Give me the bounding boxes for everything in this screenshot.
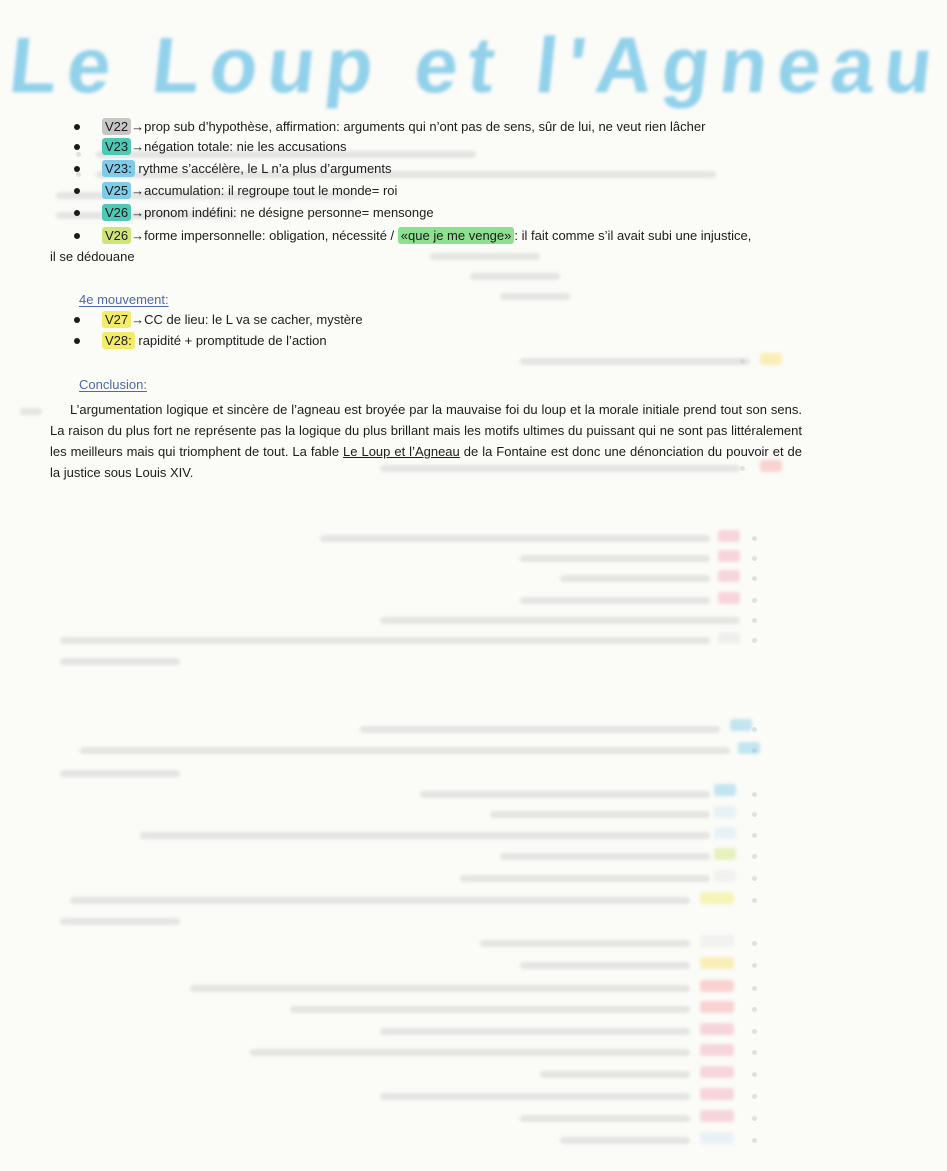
arrow: →	[131, 205, 145, 220]
bullet-dot	[74, 317, 80, 323]
verse-tag: V28:	[102, 332, 135, 349]
arrow: →	[131, 119, 145, 134]
fable-title: Le Loup et l’Agneau	[343, 444, 460, 459]
verse-tag: V26	[102, 204, 131, 221]
section-heading-conclusion: Conclusion:	[79, 377, 147, 392]
verse-tag: V23	[102, 138, 131, 155]
conclusion-paragraph	[50, 399, 802, 483]
item-text: rythme s’accélère, le L n’a plus d’arguments	[138, 161, 392, 176]
item-text: négation totale: nie les accusations	[144, 139, 347, 154]
bullet-dot	[74, 144, 80, 150]
verse-tag: V22	[102, 118, 131, 135]
list-item	[102, 204, 434, 222]
bullet-dot	[74, 166, 80, 172]
page-title: Le Loup et l'Agneau	[5, 21, 947, 109]
list-item	[102, 332, 327, 350]
verse-tag: V26	[102, 227, 131, 244]
arrow: →	[131, 183, 145, 198]
list-item	[102, 227, 751, 245]
arrow: →	[131, 312, 145, 327]
bullet-dot	[74, 210, 80, 216]
list-item	[102, 138, 347, 156]
list-item	[102, 311, 363, 329]
arrow: →	[131, 139, 145, 154]
item-text: forme impersonnelle: obligation, nécessité /	[144, 228, 398, 243]
item-text: rapidité + promptitude de l’action	[138, 333, 327, 348]
bullet-dot	[74, 124, 80, 130]
verse-tag: V27	[102, 311, 131, 328]
item-text: CC de lieu: le L va se cacher, mystère	[144, 312, 363, 327]
list-item	[102, 182, 397, 200]
item-text-after: : il fait comme s’il avait subi une injustice,	[514, 228, 752, 243]
conclusion-text-before: L’argumentation logique et sincère de l’agneau est broyée par la mauvaise foi du loup et la morale initiale prend tout son sens. La raison du plus fort ne représente pas la logique du plus brillant mais les motifs ultimes du puissant qui ne sont pas littéralement les meilleurs mais qui triomphent de tout. La fable	[50, 402, 802, 459]
verse-tag: V25	[102, 182, 131, 199]
item-text: accumulation: il regroupe tout le monde= roi	[144, 183, 398, 198]
arrow: →	[131, 228, 145, 243]
bullet-dot	[74, 338, 80, 344]
list-item	[102, 118, 705, 136]
conclusion-text-after: de la Fontaine est donc une dénonciation du pouvoir et de la justice sous Louis XIV.	[50, 444, 803, 480]
item-continuation: il se dédouane	[50, 249, 135, 264]
item-text: prop sub d’hypothèse, affirmation: arguments qui n’ont pas de sens, sûr de lui, ne veut rien lâcher	[144, 119, 706, 134]
verse-tag: V23:	[102, 160, 135, 177]
bullet-dot	[74, 188, 80, 194]
quote-highlight: «que je me venge»	[398, 227, 515, 244]
list-item	[102, 160, 392, 178]
section-heading-4e-mouvement: 4e mouvement:	[79, 292, 169, 307]
item-text: pronom indéfini: ne désigne personne= mensonge	[144, 205, 434, 220]
bullet-dot	[74, 233, 80, 239]
